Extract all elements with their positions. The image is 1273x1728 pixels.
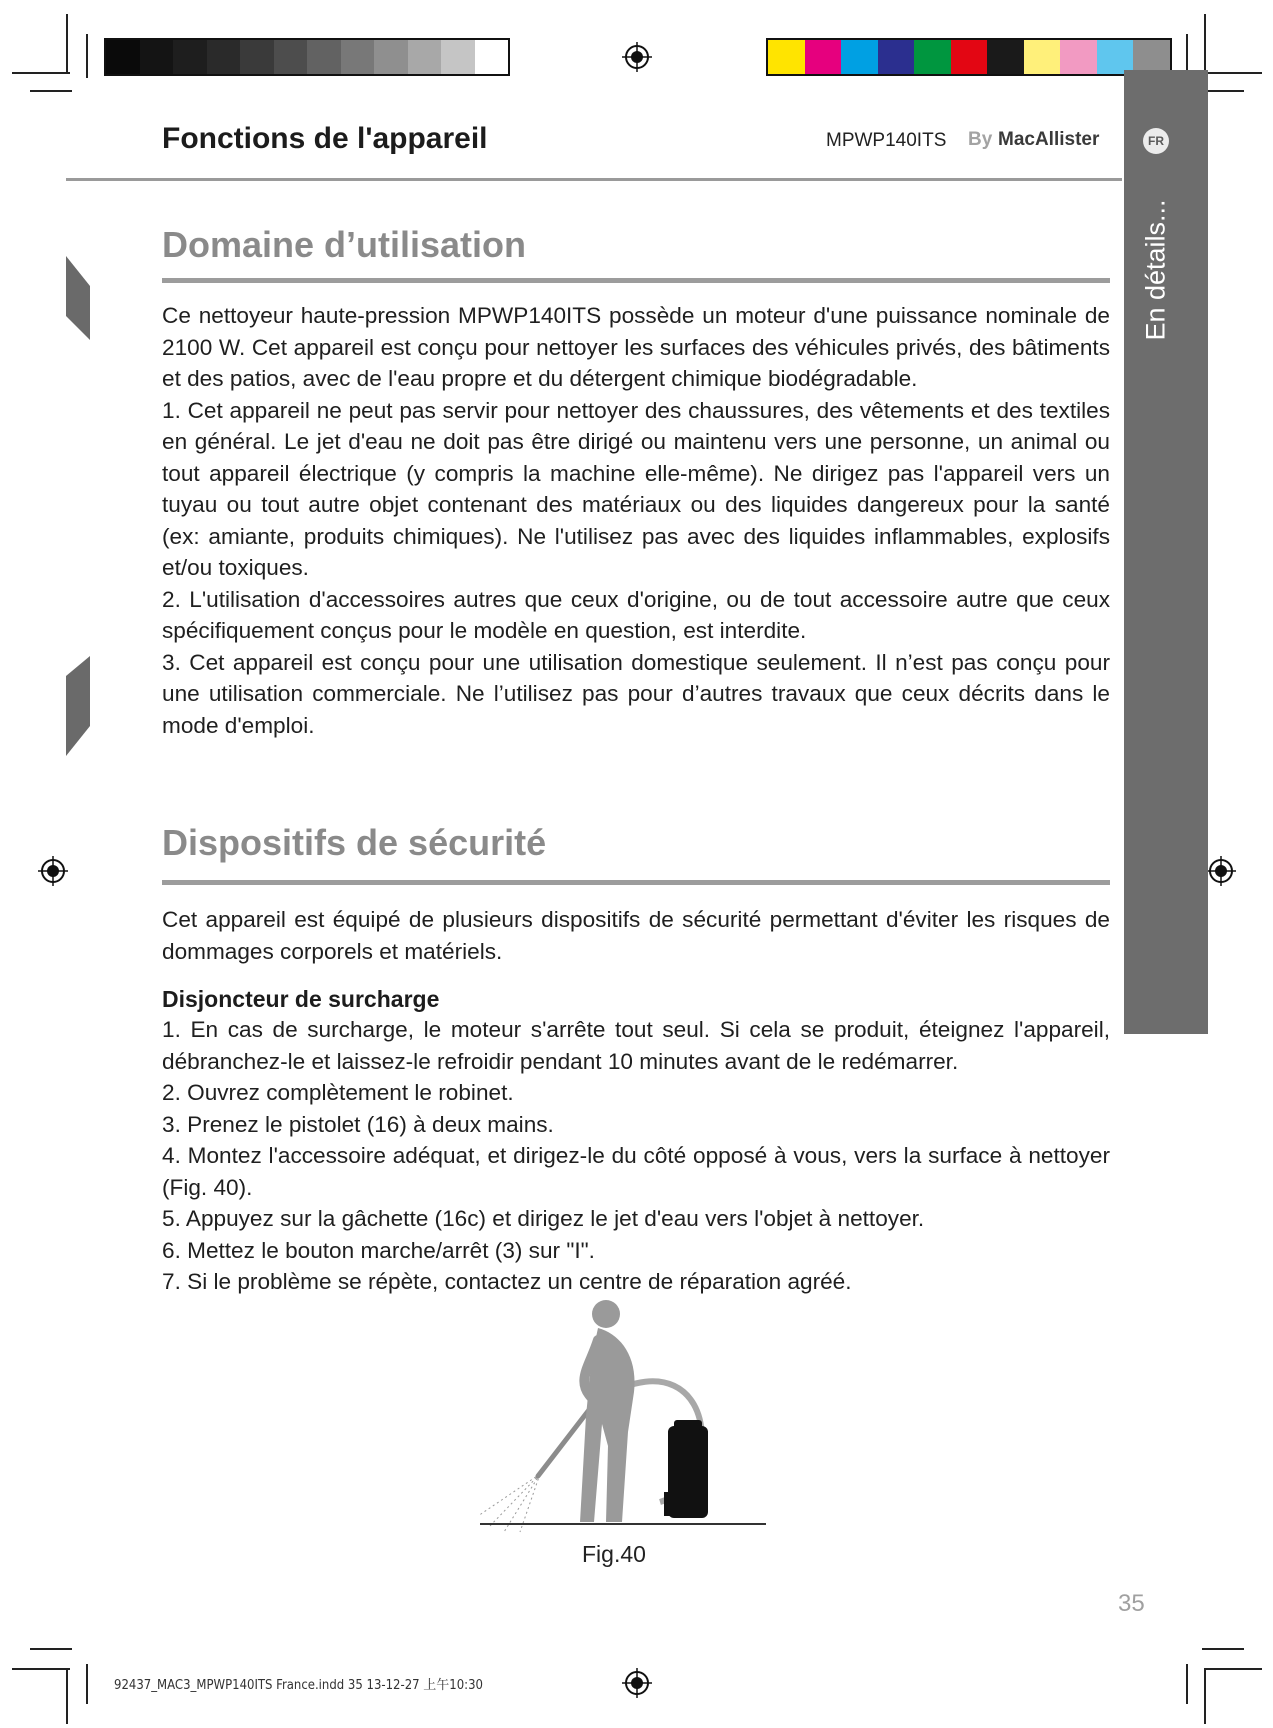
brand-logo: MacAllister <box>998 129 1100 150</box>
color-calibration-bar <box>766 38 1172 76</box>
list-item: 3. Prenez le pistolet (16) à deux mains. <box>162 1111 554 1137</box>
gray-swatch <box>140 40 174 74</box>
paragraph: Ce nettoyeur haute-pression MPWP140ITS possède un moteur d'une puissance nominale de 2100 W. Cet appareil est conçu pour nettoyer les surfaces des véhicules privés, des bâtiments et des patios, avec de l'eau propre et du détergent chimique biodégradable. <box>162 303 1110 391</box>
list-item: 7. Si le problème se répète, contactez un centre de réparation agréé. <box>162 1269 852 1294</box>
gray-swatch <box>307 40 341 74</box>
color-swatch <box>914 40 951 74</box>
color-swatch <box>1097 40 1134 74</box>
gray-swatch <box>274 40 308 74</box>
subheading-overload-breaker: Disjoncteur de surcharge <box>162 986 440 1012</box>
crop-mark <box>1204 72 1262 74</box>
crop-mark <box>12 1668 70 1670</box>
section-usage-body <box>162 300 1110 741</box>
color-swatch <box>768 40 805 74</box>
crop-mark <box>1204 14 1206 72</box>
crop-mark <box>30 90 72 92</box>
gray-swatch <box>173 40 207 74</box>
gray-swatch <box>207 40 241 74</box>
list-item: 6. Mettez le bouton marche/arrêt (3) sur "I". <box>162 1237 595 1263</box>
gray-swatch <box>475 40 509 74</box>
list-item: 1. En cas de surcharge, le moteur s'arrête tout seul. Si cela se produit, éteignez l'appareil, débranchez-le et laissez-le refroidir pendant 10 minutes avant de le redémarrer. <box>162 1017 1110 1074</box>
crop-mark <box>1186 1664 1188 1704</box>
left-edge-decoration <box>66 256 90 756</box>
crop-mark <box>1204 1668 1206 1724</box>
language-badge: FR <box>1143 128 1169 154</box>
crop-mark <box>1202 1648 1244 1650</box>
color-swatch <box>987 40 1024 74</box>
grayscale-calibration-bar <box>104 38 510 76</box>
crop-mark <box>66 14 68 72</box>
paragraph: 1. Cet appareil ne peut pas servir pour nettoyer des chaussures, des vêtements et des textiles en général. Le jet d'eau ne doit pas être dirigé ou maintenu vers une personne, un animal ou tout appareil électrique (y compris la machine elle-même). Ne dirigez pas l'appareil vers un tuyau ou tout autre objet contenant des matériaux ou des liquides dangereux pour la santé (ex: amiante, produits chimiques). Ne l'utilisez pas avec des liquides inflammables, explosifs et/ou toxiques. <box>162 397 1110 580</box>
color-swatch <box>1133 40 1170 74</box>
header-by-label: By <box>968 129 993 150</box>
registration-mark-icon <box>622 42 652 72</box>
section-safety-intro <box>162 904 1110 967</box>
crop-mark <box>1202 90 1244 92</box>
print-slug: 92437_MAC3_MPWP140ITS France.indd 35 13-12-27 上午10:30 <box>114 1678 483 1693</box>
section-title-safety: Dispositifs de sécurité <box>162 822 547 863</box>
gray-swatch <box>441 40 475 74</box>
crop-mark <box>86 34 88 78</box>
header-divider <box>66 178 1122 181</box>
crop-mark <box>12 72 70 74</box>
color-swatch <box>805 40 842 74</box>
registration-mark-icon <box>622 1668 652 1698</box>
gray-swatch <box>240 40 274 74</box>
crop-mark <box>1204 1668 1262 1670</box>
gray-swatch <box>374 40 408 74</box>
pressure-washer-illustration <box>470 1296 770 1534</box>
side-tab-label: En détails... <box>1140 199 1171 341</box>
color-swatch <box>841 40 878 74</box>
section-title-usage: Domaine d’utilisation <box>162 224 527 265</box>
paragraph: 2. L'utilisation d'accessoires autres que ceux d'origine, ou de tout accessoire autre que ceux spécifiquement conçus pour le modèle en question, est interdite. <box>162 586 1110 643</box>
color-swatch <box>951 40 988 74</box>
gray-swatch <box>341 40 375 74</box>
header-model-number: MPWP140ITS <box>826 130 947 151</box>
crop-mark <box>66 1668 68 1724</box>
section-divider <box>162 278 1110 283</box>
color-swatch <box>1024 40 1061 74</box>
list-item: 5. Appuyez sur la gâchette (16c) et dirigez le jet d'eau vers l'objet à nettoyer. <box>162 1206 925 1231</box>
crop-mark <box>86 1664 88 1704</box>
list-item: 2. Ouvrez complètement le robinet. <box>162 1080 514 1105</box>
figure-caption: Fig.40 <box>582 1541 646 1567</box>
color-swatch <box>1060 40 1097 74</box>
paragraph: 3. Cet appareil est conçu pour une utilisation domestique seulement. Il n’est pas conçu pour une utilisation commerciale. Ne l’utilisez pas pour d’autres travaux que ceux décrits dans le mode d'emploi. <box>162 649 1110 738</box>
crop-mark <box>30 1648 72 1650</box>
overload-steps-list <box>162 1014 1110 1298</box>
color-swatch <box>878 40 915 74</box>
gray-swatch <box>106 40 140 74</box>
list-item: 4. Montez l'accessoire adéquat, et dirigez-le du côté opposé à vous, vers la surface à nettoyer (Fig. 40). <box>162 1143 1110 1200</box>
section-divider <box>162 880 1110 885</box>
registration-mark-icon <box>38 856 68 886</box>
page-number: 35 <box>1118 1590 1145 1617</box>
paragraph: Cet appareil est équipé de plusieurs dispositifs de sécurité permettant d'éviter les risques de dommages corporels et matériels. <box>162 907 1110 964</box>
registration-mark-icon <box>1206 856 1236 886</box>
page-header-title: Fonctions de l'appareil <box>162 122 488 155</box>
gray-swatch <box>408 40 442 74</box>
